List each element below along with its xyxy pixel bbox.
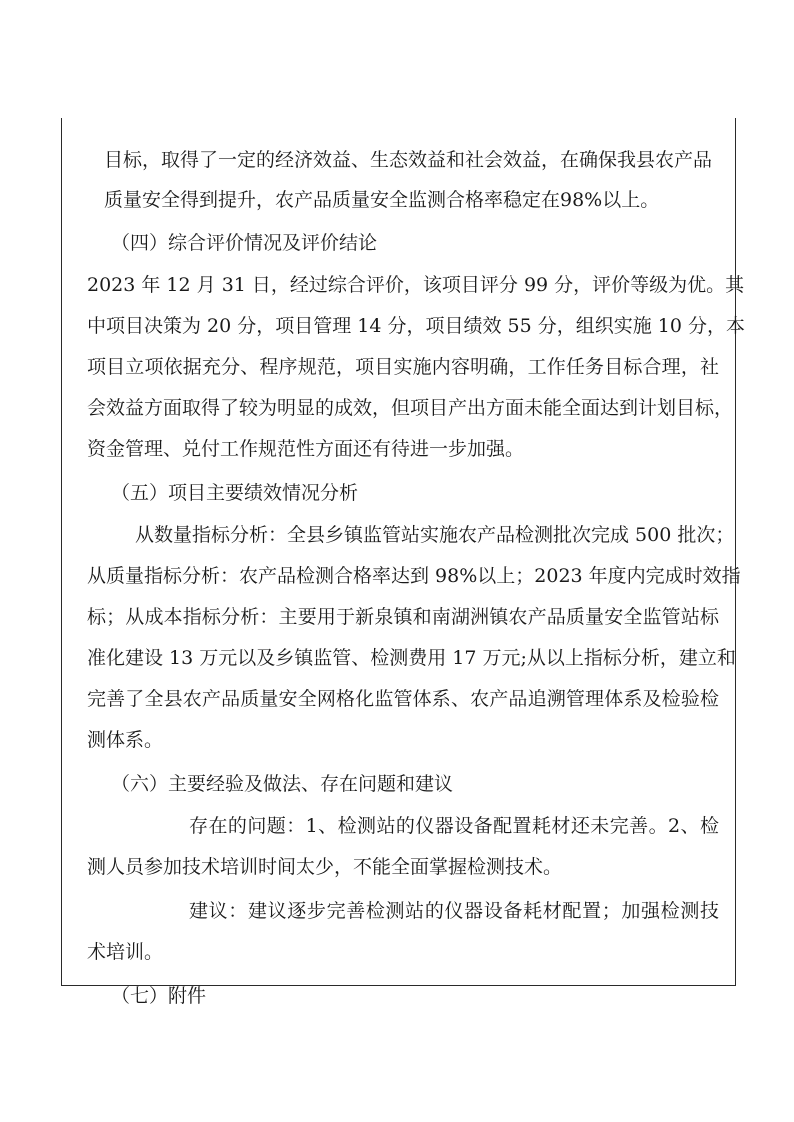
section-7-heading: （七）附件 [111,985,207,1007]
section-5-line-2: 从质量指标分析：农产品检测合格率达到 98%以上；2023 年度内完成时效指 [87,565,741,587]
section-5-line-3: 标；从成本指标分析：主要用于新泉镇和南湖洲镇农产品质量安全监管站标 [87,606,719,628]
suggestions-line-2: 术培训。 [87,941,164,963]
document-frame [61,118,746,1007]
problems-line-2: 测人员参加技术培训时间太少，不能全面掌握检测技术。 [87,856,563,878]
section-4-heading: （四）综合评价情况及评价结论 [111,232,378,254]
section-4-line-3: 项目立项依据充分、程序规范，项目实施内容明确，工作任务目标合理，社 [87,356,719,378]
problems-line-1: 存在的问题：1、检测站的仪器设备配置耗材还未完善。2、检 [189,815,719,837]
section-4-line-4: 会效益方面取得了较为明显的成效，但项目产出方面未能全面达到计划目标， [87,397,734,419]
section-6-heading: （六）主要经验及做法、存在问题和建议 [111,773,454,795]
section-5-line-5: 完善了全县农产品质量安全网格化监管体系、农产品追溯管理体系及检验检 [87,688,719,710]
section-4-line-5: 资金管理、兑付工作规范性方面还有待进一步加强。 [87,438,525,460]
intro-line-1: 目标，取得了一定的经济效益、生态效益和社会效益，在确保我县农产品 [104,149,713,171]
intro-line-2: 质量安全得到提升，农产品质量安全监测合格率稳定在98%以上。 [104,189,660,211]
section-4-line-2: 中项目决策为 20 分，项目管理 14 分，项目绩效 55 分，组织实施 10 分，本 [87,315,746,337]
section-5-line-1: 从数量指标分析：全县乡镇监管站实施农产品检测批次完成 500 批次； [135,524,735,546]
section-5-line-4: 准化建设 13 万元以及乡镇监管、检测费用 17 万元;从以上指标分析，建立和 [87,647,736,669]
section-5-line-6: 测体系。 [87,729,164,751]
suggestions-line-1: 建议：建议逐步完善检测站的仪器设备耗材配置；加强检测技 [189,900,719,922]
section-4-line-1: 2023 年 12 月 31 日，经过综合评价，该项目评分 99 分，评价等级为优。其 [87,274,745,296]
section-5-heading: （五）项目主要绩效情况分析 [111,482,359,504]
